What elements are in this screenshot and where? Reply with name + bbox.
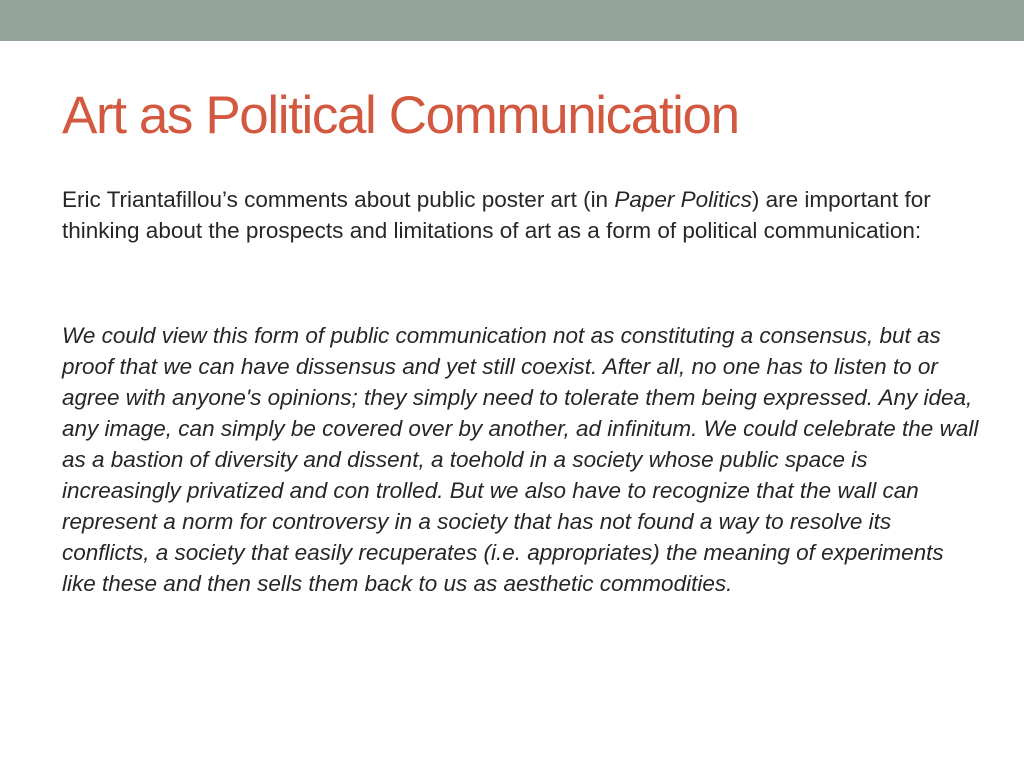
- quote-paragraph: We could view this form of public communication not as constituting a consensus, but as proof that we can have dissensus and yet still coexist. After all, no one has to listen to or agree with anyone's opinions; they simply need to tolerate them being expressed. Any idea, any image, can simply be covered over by another, ad infinitum. We could celebrate the wall as a bastion of diversity and dissent, a toehold in a society whose public space is increasingly privatized and con trolled. But we also have to recognize that the wall can represent a norm for controversy in a society that has not found a way to resolve its conflicts, a society that easily recuperates (i.e. appropriates) the meaning of experiments like these and then sells them back to us as aesthetic commodities.: [62, 323, 979, 596]
- slide-title: Art as Political Communication: [62, 86, 739, 145]
- intro-paragraph: [62, 184, 962, 246]
- intro-text-after: ) are important for thinking about the prospects and limitations of art as a form of political communication:: [62, 187, 931, 243]
- slide-header-bar: [0, 0, 1024, 41]
- book-title: Paper Politics: [614, 187, 752, 212]
- intro-text-before: Eric Triantafillou’s comments about public poster art (in: [62, 187, 615, 212]
